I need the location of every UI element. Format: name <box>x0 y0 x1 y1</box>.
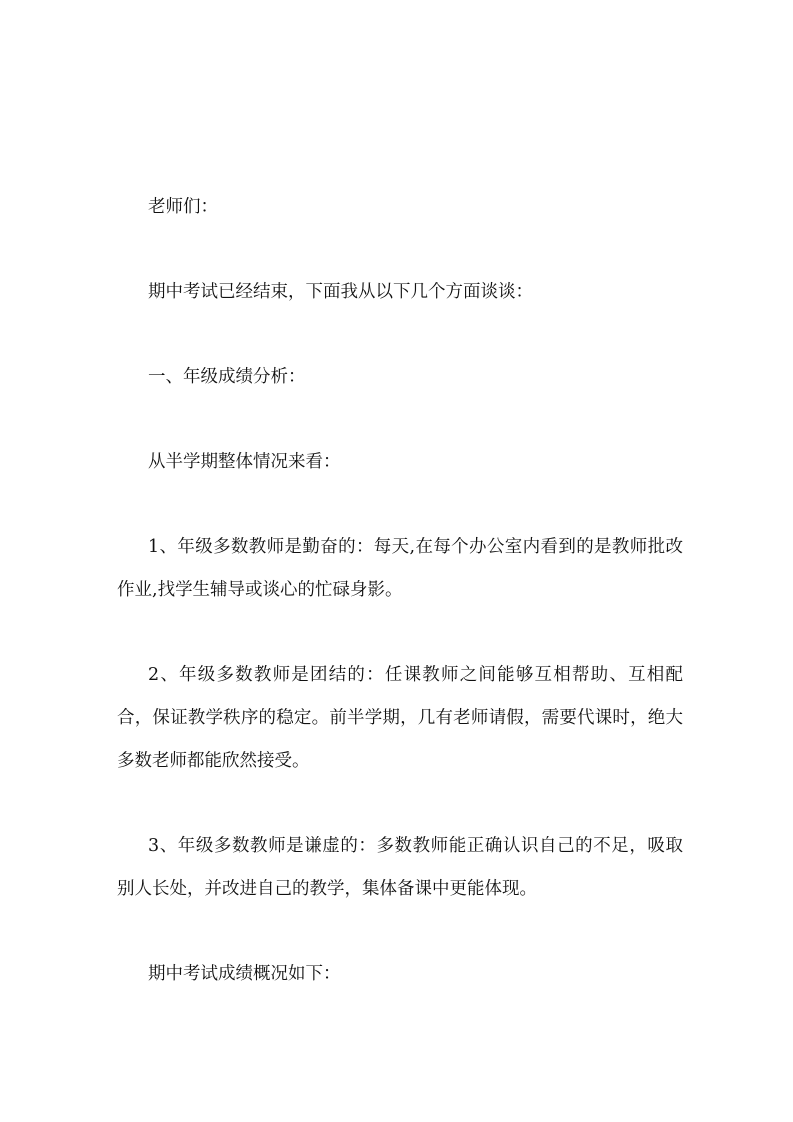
section-heading: 一、年级成绩分析： <box>148 367 306 387</box>
point-1-paragraph: 1、年级多数教师是勤奋的：每天,在每个办公室内看到的是教师批改作业,找学生辅导或谈心的忙碌身影。 <box>117 537 683 600</box>
point-3-paragraph: 3、年级多数教师是谦虚的：多数教师能正确认识自己的不足，吸取别人长处，并改进自己的教学，集体备课中更能体现。 <box>117 836 683 899</box>
document-page <box>117 186 683 1038</box>
intro-paragraph: 期中考试已经结束，下面我从以下几个方面谈谈： <box>148 282 533 302</box>
results-lead-paragraph: 期中考试成绩概况如下： <box>148 964 341 984</box>
point-2-paragraph: 2、年级多数教师是团结的：任课教师之间能够互相帮助、互相配合，保证教学秩序的稳定。前半学期，几有老师请假，需要代课时，绝大多数老师都能欣然接受。 <box>117 665 683 771</box>
overview-paragraph: 从半学期整体情况来看： <box>148 452 341 472</box>
salutation: 老师们： <box>148 197 218 217</box>
